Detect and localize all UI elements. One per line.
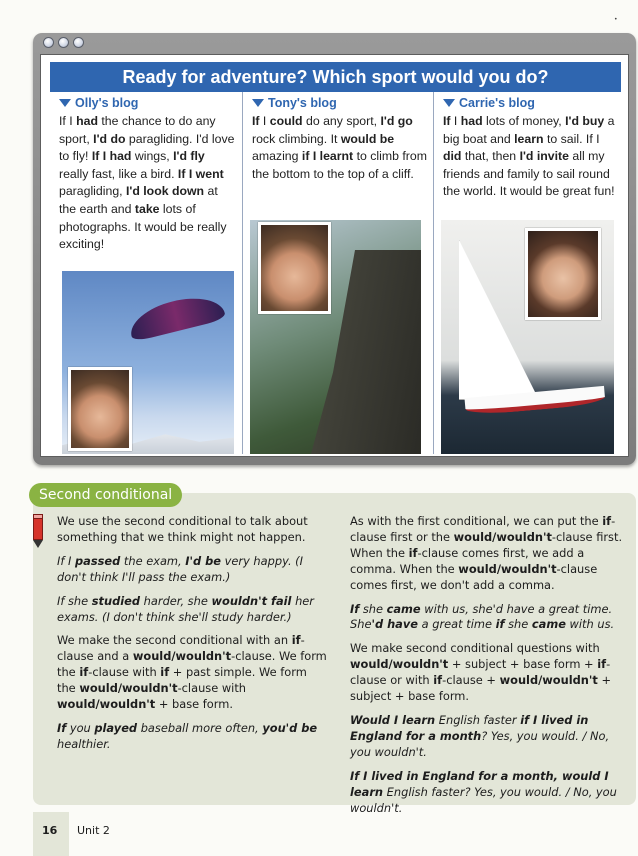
grammar-paragraph [350,602,630,634]
text-run: I'd buy [565,114,605,128]
window-dot-3[interactable] [73,37,84,48]
blog-text [443,113,615,201]
text-run: + subject + base form + [448,657,598,672]
text-run: would/wouldn't [350,657,449,672]
text-run: -clause comes first, we add a comma. When the [350,545,585,576]
text-run: would/wouldn't [458,561,557,576]
text-run: healthier. [57,736,111,751]
blog-heading-label: Olly's blog [75,96,139,110]
text-run: ? Yes, you would. / No, you wouldn't. [350,728,610,759]
text-run: at the earth and [59,184,218,216]
grammar-paragraph [57,514,329,546]
text-run: I'd go [380,114,413,128]
window-dot-2[interactable] [58,37,69,48]
text-run: she [504,617,532,632]
page-number: 16 [42,824,58,837]
blog-heading[interactable] [252,96,433,110]
blog-heading[interactable] [443,96,621,110]
paragliding-photo [62,271,234,454]
text-run: I'd look down [126,184,205,199]
text-run: I [259,114,270,128]
text-run: would/wouldn't [499,673,598,688]
text-run: If [57,720,67,735]
text-run: if I lived in England for a month [350,712,589,743]
text-run: learn [514,131,544,146]
sailing-photo [441,220,614,454]
text-run: If I went [177,166,224,181]
text-run: -clause or with [350,657,611,688]
text-run: -clause first or the [350,514,616,544]
text-run: rock climbing. It [252,131,341,146]
text-run: if [433,673,443,688]
text-run: a big boat and [443,114,615,146]
triangle-down-icon [252,99,264,107]
text-run: amazing [252,149,302,164]
text-run: would/wouldn't [453,529,552,544]
blog-column-carrie [434,92,621,454]
text-run: passed [74,553,121,568]
text-run: really fast, like a bird. [59,166,178,181]
text-run: played [94,720,138,735]
text-run: If I lived in England for a month, would I learn [350,768,609,799]
unit-label: Unit 2 [77,824,110,837]
grammar-paragraph [350,769,630,817]
text-run: We make the second conditional with an [57,633,292,648]
text-run: paragliding, [59,184,126,199]
text-run: if [408,545,418,560]
window-content [40,54,629,457]
text-run: -clause with [177,681,247,696]
text-run: 'd have [371,617,419,632]
text-run: with us. [565,617,615,632]
page-title: Ready for adventure? Which sport would you do? [50,62,621,92]
text-run: would be [340,131,395,146]
text-run: you'd be [262,720,318,735]
window-controls [43,37,84,48]
text-run: had [460,114,483,128]
text-run: I'd be [185,553,222,568]
text-run: baseball more often, [137,720,263,735]
text-run: If [252,114,260,128]
text-run: take [134,201,160,216]
text-run: she [359,601,387,616]
blog-text [252,113,427,183]
grammar-right-column [350,514,630,824]
corner-mark: • [614,16,618,23]
text-run: We make second conditional questions with [350,641,600,656]
text-run: lots of photographs. It would be really exciting! [59,201,227,252]
text-run: paragliding. I'd love to fly! [59,131,235,164]
text-run: to climb from the bottom to the top of a cliff. [252,149,427,181]
text-run: if [160,665,170,680]
text-run: -clause with [88,665,161,680]
text-run: would/wouldn't [57,697,156,712]
text-run: could [269,114,303,128]
text-run: had [76,114,98,128]
text-run: studied [91,593,141,608]
text-run: English faster? Yes, you would. / No, you wouldn't. [350,784,617,815]
text-run: + subject + base form. [350,673,611,704]
text-run: very happy. (I don't think I'll pass the exam.) [57,553,303,584]
blog-heading[interactable] [59,96,242,110]
text-run: you [66,720,95,735]
pencil-icon [33,514,43,548]
text-run: If I had [91,149,132,164]
text-run: did [443,149,462,164]
text-run: + base form. [155,697,233,712]
text-run: lots of money, [482,114,566,128]
text-run: her exams. (I don't think she'll study harder.) [57,593,314,624]
text-run: English faster [435,712,521,727]
blog-column-tony [243,92,434,454]
text-run: do any sport, [302,114,381,128]
text-run: -clause first. When the [350,529,623,560]
text-run: If she [57,593,92,608]
triangle-down-icon [443,99,455,107]
text-run: If [443,114,451,128]
paraglider-wing [126,290,226,342]
grammar-paragraph [57,721,329,753]
grammar-paragraph [350,514,630,594]
text-run: came [386,601,421,616]
text-run: to sail. If I [543,131,600,146]
triangle-down-icon [59,99,71,107]
text-run: -clause comes first, we don't add a comma. [350,561,598,592]
text-run: a great time [418,617,496,632]
text-run: If I [59,114,77,128]
window-dot-1[interactable] [43,37,54,48]
text-run: I'd fly [173,149,205,164]
olly-portrait [68,367,132,451]
text-run: Would I learn [350,712,436,727]
text-run: all my friends and family to sail round the world. It would be great fun! [443,149,615,199]
text-run: wings, [131,149,174,164]
grammar-tab: Second conditional [29,483,182,507]
text-run: I [450,114,461,128]
blog-heading-label: Tony's blog [268,96,337,110]
text-run: if [79,665,89,680]
grammar-paragraph [57,633,329,713]
text-run: As with the first conditional, we can put the [350,514,603,528]
text-run: I'd do [93,131,126,146]
text-run: with us, she'd have a great time. She [350,601,613,632]
text-run: wouldn't fail [211,593,292,608]
text-run: -clause + [442,673,500,688]
text-run: the chance to do any sport, [59,114,216,146]
text-run: -clause. We form the [57,649,327,680]
text-run: if [291,633,301,648]
text-run: -clause and a [57,633,305,664]
grammar-paragraph [57,594,329,626]
tony-portrait [258,222,331,314]
grammar-paragraph [350,713,630,761]
blog-columns [50,92,621,454]
text-run: If [350,601,360,616]
text-run: if [602,514,612,528]
blog-heading-label: Carrie's blog [459,96,535,110]
blog-column-olly [50,92,243,454]
grammar-paragraph [57,554,329,586]
rock-climbing-photo [250,220,421,454]
text-run: came [531,617,566,632]
text-run: that, then [461,149,520,164]
text-run: would/wouldn't [132,649,232,664]
blog-text [59,113,236,254]
carrie-portrait [525,228,601,320]
text-run: the exam, [120,553,186,568]
text-run: if I learnt [301,149,354,164]
browser-window [33,33,636,465]
grammar-paragraph [350,641,630,705]
text-run: If I [57,553,75,568]
text-run: I'd invite [519,149,569,164]
text-run: if [597,657,607,672]
text-run: harder, she [140,593,212,608]
grammar-left-column [57,514,329,761]
text-run: if [495,617,505,632]
text-run: We use the second conditional to talk about something that we think might not happen. [57,514,308,544]
text-run: would/wouldn't [79,681,178,696]
text-run: + past simple. We form the [57,665,307,696]
